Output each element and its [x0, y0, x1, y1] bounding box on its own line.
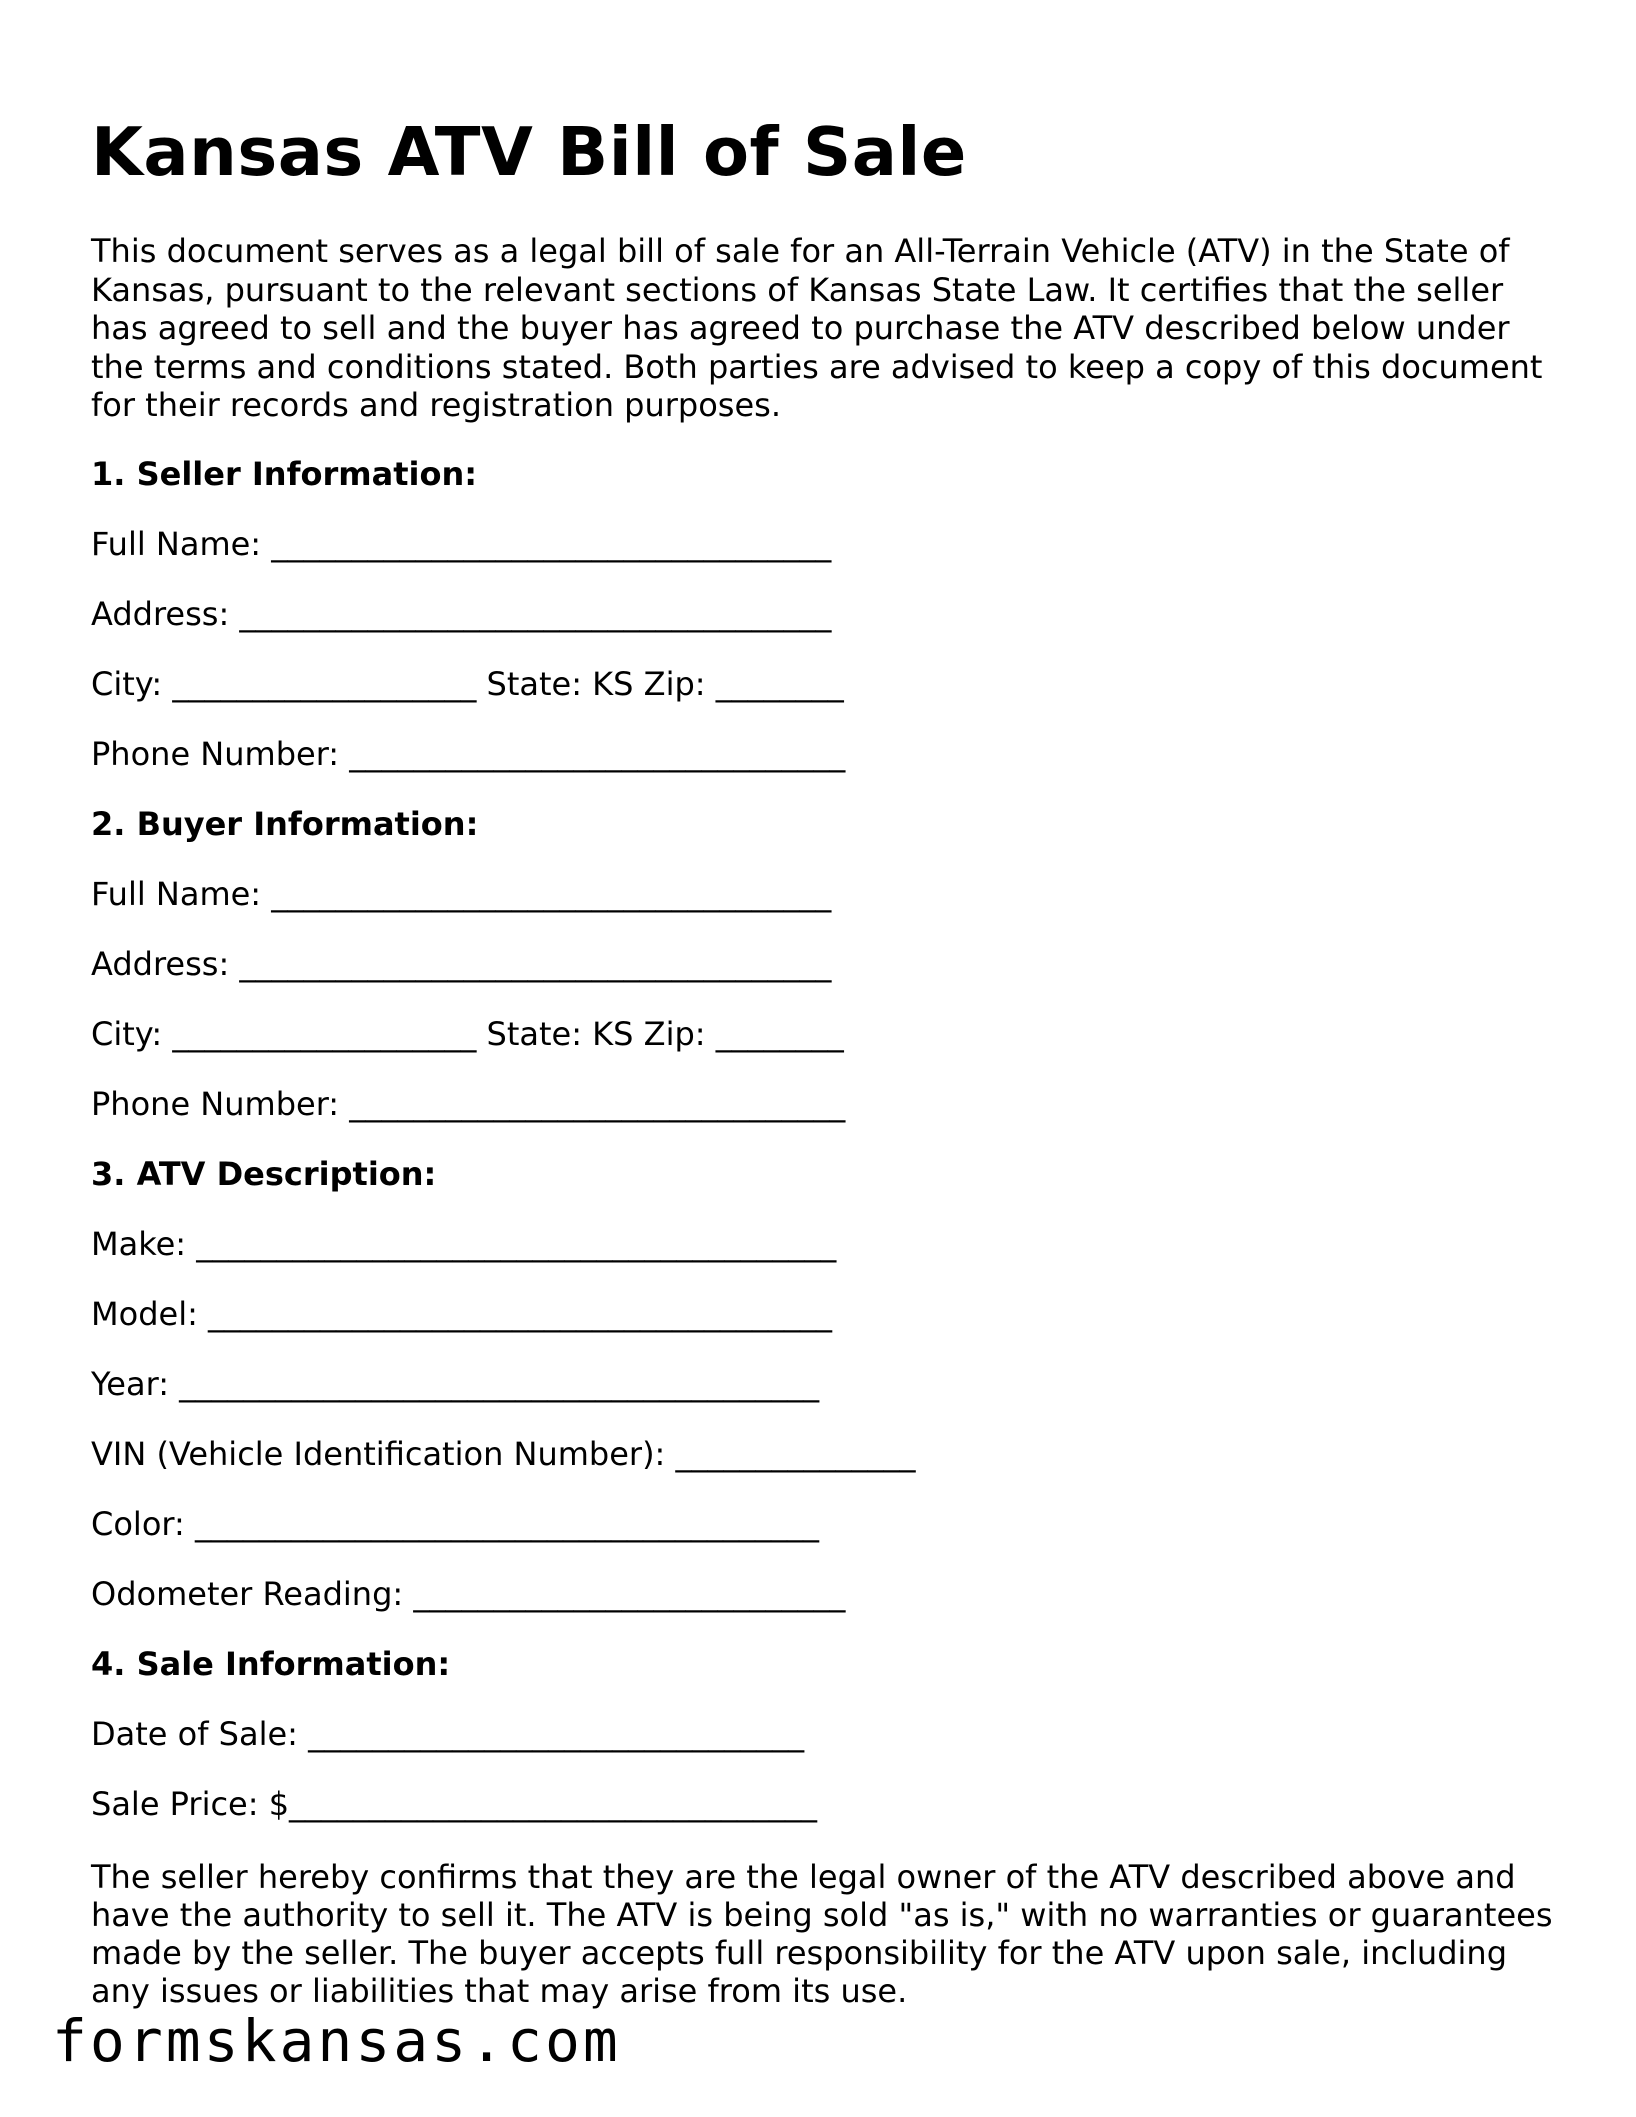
buyer-phone-field[interactable]: Phone Number: _______________________________: [91, 1085, 846, 1123]
sale-section-heading: 4. Sale Information:: [91, 1645, 451, 1683]
seller-section-heading: 1. Seller Information:: [91, 455, 478, 493]
buyer-address-field[interactable]: Address: _____________________________________: [91, 945, 832, 983]
seller-address-field[interactable]: Address: _____________________________________: [91, 595, 832, 633]
seller-city-state-zip-field[interactable]: City: ___________________ State: KS Zip: ________: [91, 665, 844, 703]
sale-date-field[interactable]: Date of Sale: _______________________________: [91, 1715, 805, 1753]
site-watermark: formskansas.com: [52, 2007, 621, 2075]
buyer-city-state-zip-field[interactable]: City: ___________________ State: KS Zip: ________: [91, 1015, 844, 1053]
closing-paragraph: The seller hereby confirms that they are the legal owner of the ATV described above and have the authority to sell it. The ATV is being sold "as is," with no warranties or guarantees made by the seller. The buyer accepts full responsibility for the ATV upon sale, including any issues or liabilities that may arise from its use.: [91, 1858, 1553, 2010]
atv-model-field[interactable]: Model: _______________________________________: [91, 1295, 833, 1333]
sale-price-field[interactable]: Sale Price: $_________________________________: [91, 1785, 818, 1823]
buyer-section-heading: 2. Buyer Information:: [91, 805, 479, 843]
atv-year-field[interactable]: Year: ________________________________________: [91, 1365, 820, 1403]
atv-section-heading: 3. ATV Description:: [91, 1155, 437, 1193]
page-title: Kansas ATV Bill of Sale: [91, 113, 967, 191]
seller-full-name-field[interactable]: Full Name: ___________________________________: [91, 525, 832, 563]
buyer-full-name-field[interactable]: Full Name: ___________________________________: [91, 875, 832, 913]
atv-vin-field[interactable]: VIN (Vehicle Identification Number): _______________: [91, 1435, 916, 1473]
intro-paragraph: This document serves as a legal bill of sale for an All-Terrain Vehicle (ATV) in the State of Kansas, pursuant to the relevant sections of Kansas State Law. It certifies that the seller has agreed to sell and the buyer has agreed to purchase the ATV described below under the terms and conditions stated. Both parties are advised to keep a copy of this document for their records and registration purposes.: [91, 232, 1543, 424]
atv-color-field[interactable]: Color: _______________________________________: [91, 1505, 819, 1543]
seller-phone-field[interactable]: Phone Number: _______________________________: [91, 735, 846, 773]
atv-make-field[interactable]: Make: ________________________________________: [91, 1225, 837, 1263]
atv-odometer-field[interactable]: Odometer Reading: ___________________________: [91, 1575, 846, 1613]
